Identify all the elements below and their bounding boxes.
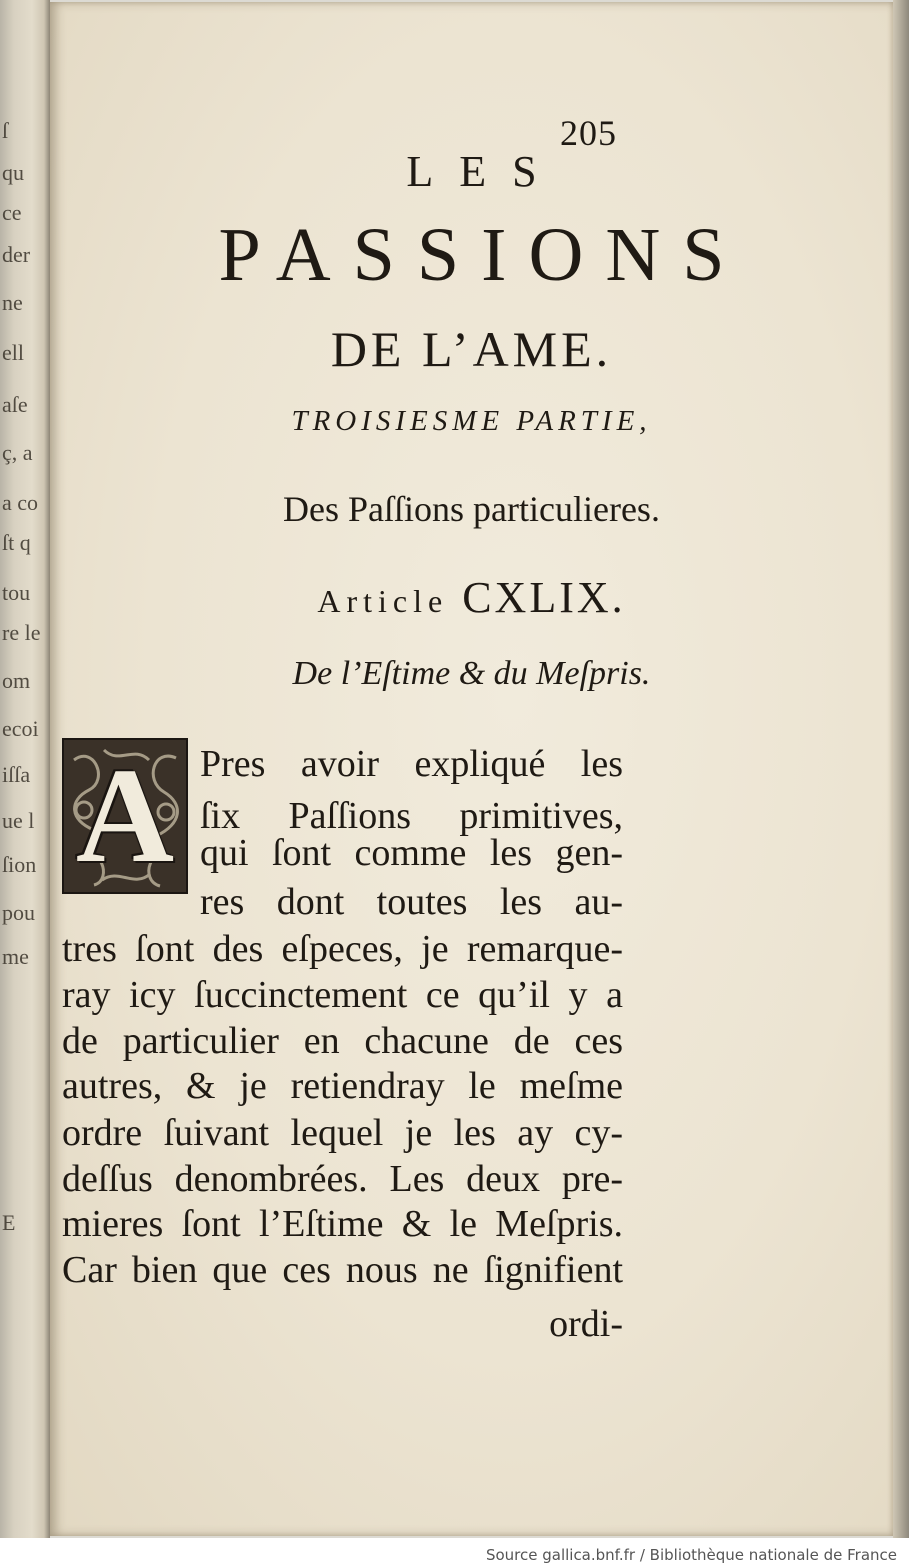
- part-subtitle: TROISIESME PARTIE,: [291, 405, 652, 437]
- article-number: CXLIX.: [462, 573, 626, 622]
- title-line-passions: PASSIONS: [218, 213, 747, 297]
- section-title: Des Paſſions particulieres.: [283, 489, 660, 529]
- article-title: De l’Eſtime & du Meſpris.: [292, 655, 651, 692]
- article-word: Article: [317, 583, 449, 619]
- text-line: Car bien que ces nous ne ſignifient: [62, 1249, 623, 1291]
- text-line: tres ſont des eſpeces, je remarque-: [62, 928, 623, 970]
- catchword: ordi-: [549, 1303, 623, 1345]
- text-line: qui ſont comme les gen-: [200, 832, 623, 874]
- text-line: ſix Paſſions primitives,: [200, 795, 623, 837]
- page-number: 205: [560, 113, 617, 153]
- decorated-initial: [62, 738, 188, 894]
- text-line: deſſus denombrées. Les deux pre-: [62, 1158, 623, 1200]
- text-line: mieres ſont l’Eſtime & le Meſpris.: [62, 1203, 623, 1245]
- facing-page-edge: ſ qu ce der ne ell aſe ç, a a co ſt q tou re le om ecoi iſſa ue l ſion pou me E: [0, 0, 50, 1538]
- text-line: res dont toutes les au-: [200, 881, 623, 923]
- title-line-les: LES: [406, 147, 563, 196]
- text-line: ray icy ſuccinctement ce qu’il y a: [62, 974, 623, 1016]
- text-line: autres, & je retiendray le meſme: [62, 1065, 623, 1107]
- page-edge-shadow: [893, 0, 909, 1538]
- text-line: ordre ſuivant lequel je les ay cy-: [62, 1112, 623, 1154]
- title-line-de-lame: DE L’AME.: [330, 321, 613, 377]
- article-heading: [50, 572, 893, 623]
- text-line: Pres avoir expliqué les: [200, 743, 623, 785]
- source-credit: Source gallica.bnf.fr / Bibliothèque nationale de France: [485, 1546, 897, 1564]
- text-line: de particulier en chacune de ces: [62, 1020, 623, 1062]
- drop-cap-letter: A: [75, 741, 175, 891]
